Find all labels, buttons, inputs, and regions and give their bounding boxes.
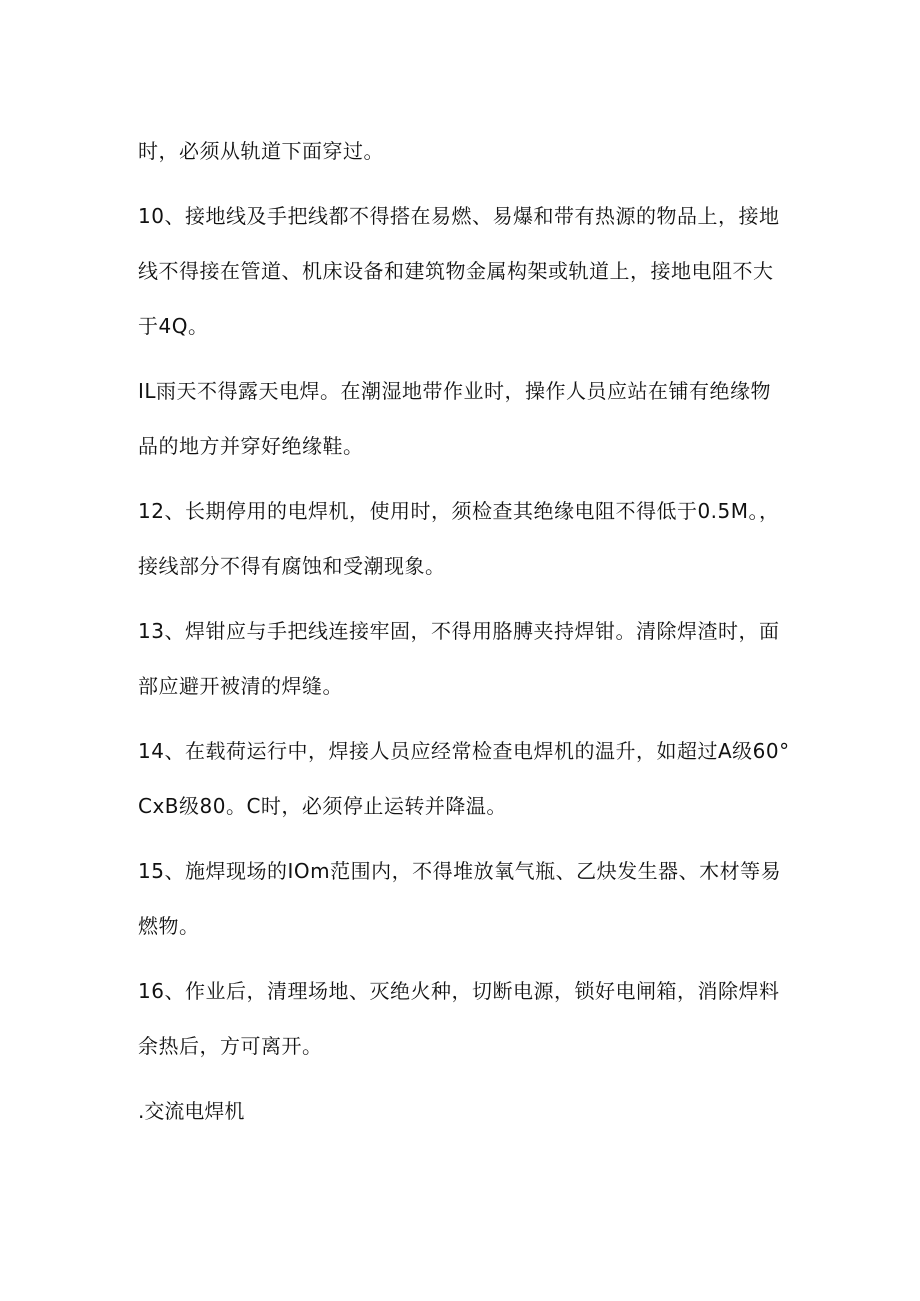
paragraph-rule-16: 16、作业后，清理场地、灭绝火种，切断电源，锁好电闸箱，消除焊料余热后，方可离开。 <box>138 979 780 1058</box>
paragraph-rule-14: 14、在载荷运行中，焊接人员应经常检查电焊机的温升，如超过A级60°CxB级80。C时，必须停止运转并降温。 <box>138 739 790 818</box>
paragraph-rule-13: 13、焊钳应与手把线连接牢固，不得用胳膊夹持焊钳。清除焊渣时，面部应避开被清的焊缝。 <box>138 619 780 698</box>
paragraph-continuation: 时，必须从轨道下面穿过。 <box>138 139 384 163</box>
paragraph-rule-15: 15、施焊现场的IOm范围内，不得堆放氧气瓶、乙炔发生器、木材等易燃物。 <box>138 859 782 938</box>
paragraph-rule-10: 10、接地线及手把线都不得搭在易燃、易爆和带有热源的物品上，接地线不得接在管道、机床设备和建筑物金属构架或轨道上，接地电阻不大于4Q。 <box>138 204 780 338</box>
document-body <box>138 124 790 1139</box>
section-heading: .交流电焊机 <box>138 1099 245 1123</box>
paragraph-rule-11: IL雨天不得露天电焊。在潮湿地带作业时，操作人员应站在铺有绝缘物品的地方并穿好绝缘鞋。 <box>138 379 772 458</box>
paragraph-rule-12: 12、长期停用的电焊机，使用时，须检查其绝缘电阻不得低于0.5M。，接线部分不得有腐蚀和受潮现象。 <box>138 499 780 578</box>
